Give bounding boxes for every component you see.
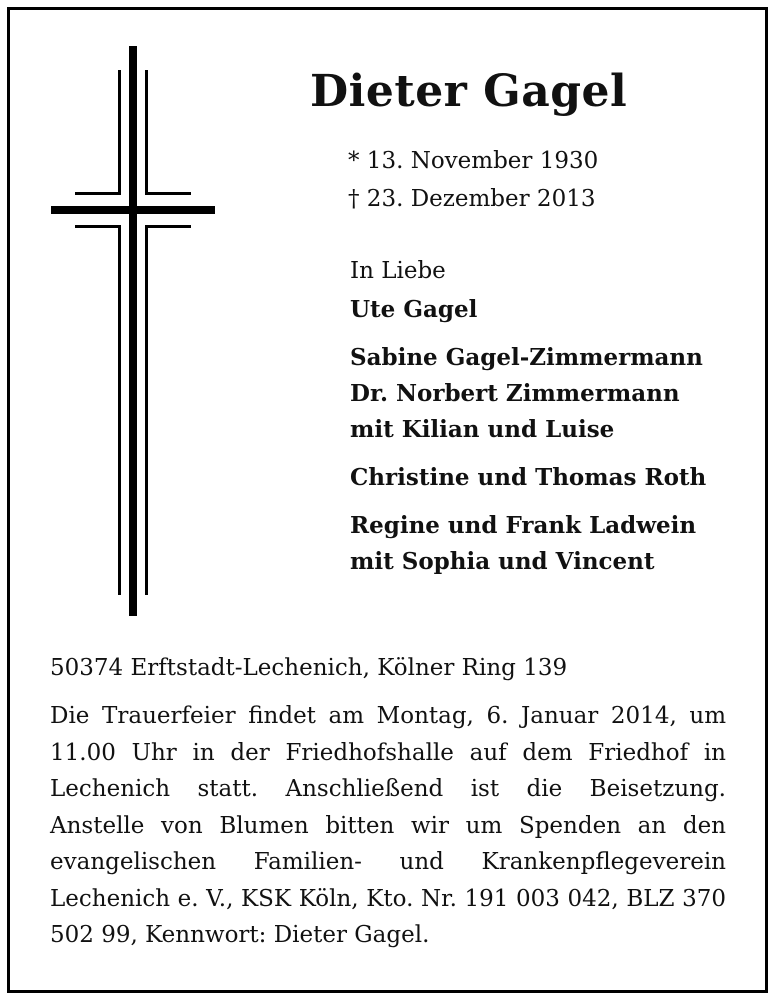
mourner-group <box>350 340 706 448</box>
mourner-line: Christine und Thomas Roth <box>350 464 707 491</box>
mourner-line: Sabine Gagel-Zimmermann <box>350 344 703 371</box>
birth-date: * 13. November 1930 <box>348 148 599 174</box>
mourner-group <box>350 292 706 328</box>
life-dates <box>348 142 598 218</box>
family-address: 50374 Erftstadt-Lechenich, Kölner Ring 139 <box>50 655 568 681</box>
mourners-list <box>350 253 706 592</box>
death-date: † 23. Dezember 2013 <box>348 186 596 212</box>
christian-cross-icon <box>45 40 220 620</box>
mourner-line: Ute Gagel <box>350 296 478 323</box>
funeral-notice-text: Die Trauerfeier findet am Montag, 6. Januar 2014, um 11.00 Uhr in der Friedhofshalle auf dem Friedhof in Lechenich statt. Anschließend ist die Beisetzung. Anstelle von Blumen bitten wir um Spenden an den evangelischen Familien- und Krankenpflegeverein Lechenich e. V., KSK Köln, Kto. Nr. 191 003 042, BLZ 370 502 99, Kennwort: Dieter Gagel. <box>50 703 726 948</box>
mourner-line: mit Sophia und Vincent <box>350 548 655 575</box>
mourners-intro: In Liebe <box>350 258 446 284</box>
mourner-line: Dr. Norbert Zimmermann <box>350 380 680 407</box>
deceased-name: Dieter Gagel <box>310 66 628 117</box>
mourner-group <box>350 460 706 496</box>
mourner-line: Regine und Frank Ladwein <box>350 512 697 539</box>
mourner-line: mit Kilian und Luise <box>350 416 615 443</box>
mourner-group <box>350 508 706 580</box>
